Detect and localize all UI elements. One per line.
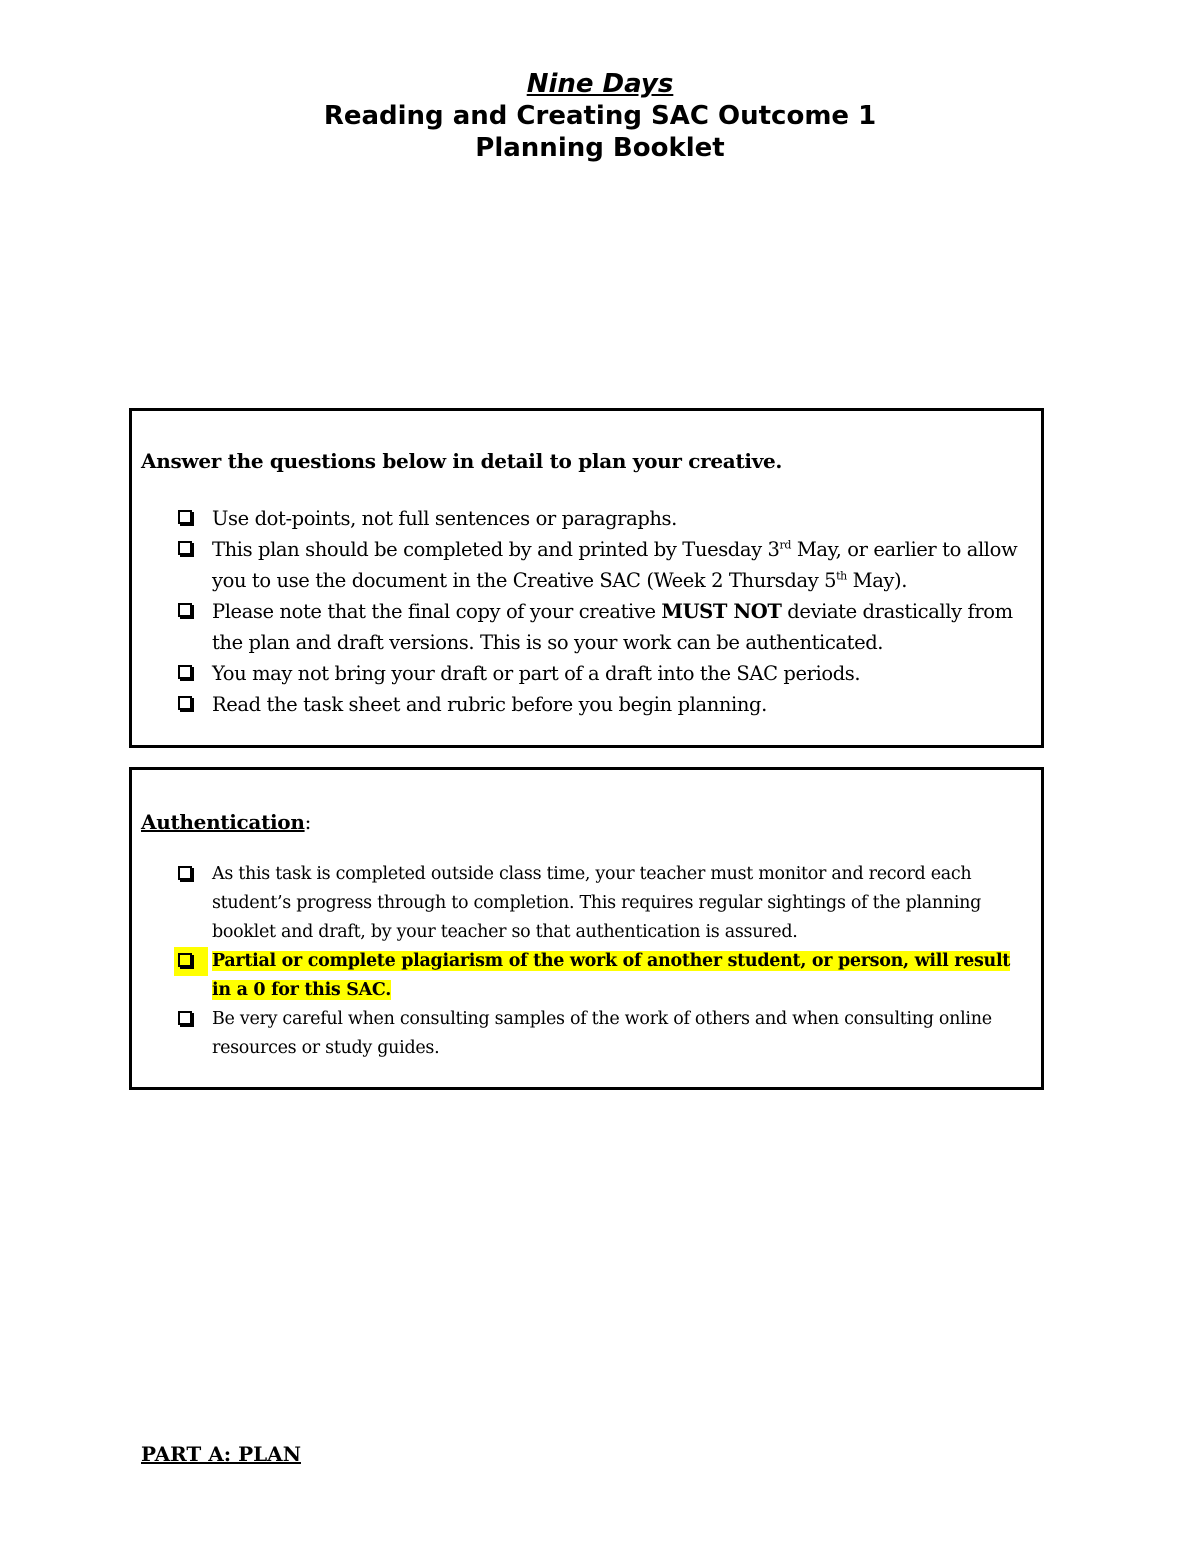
list-item bbox=[178, 689, 1031, 720]
list-item bbox=[178, 503, 1031, 534]
list-item bbox=[178, 596, 1031, 658]
list-item-text: Be very careful when consulting samples of the work of others and when consulting online resources or study guides. bbox=[212, 1009, 992, 1058]
document-subtitle-line1: Reading and Creating SAC Outcome 1 bbox=[323, 101, 877, 131]
checkbox-icon bbox=[178, 866, 192, 880]
list-item-text: Please note that the final copy of your creative MUST NOT deviate drastically from the plan and draft versions. This is so your work can be authenticated. bbox=[212, 600, 1013, 654]
checkbox-icon bbox=[178, 541, 192, 555]
list-item-text: You may not bring your draft or part of a draft into the SAC periods. bbox=[212, 662, 861, 685]
authentication-box bbox=[129, 767, 1044, 1090]
list-item bbox=[178, 1005, 1031, 1063]
checkbox-icon bbox=[178, 510, 192, 524]
list-item-text: Read the task sheet and rubric before you begin planning. bbox=[212, 693, 767, 716]
instructions-box bbox=[129, 408, 1044, 748]
authentication-heading: Authentication: bbox=[141, 810, 312, 834]
list-item-text: Use dot-points, not full sentences or paragraphs. bbox=[212, 507, 677, 530]
checkbox-icon bbox=[178, 953, 192, 967]
list-item bbox=[178, 534, 1031, 596]
checkbox-icon bbox=[178, 665, 192, 679]
checkbox-icon bbox=[178, 1011, 192, 1025]
part-a-label: PART A: PLAN bbox=[141, 1442, 301, 1466]
instructions-list bbox=[178, 503, 1031, 720]
document-title: Nine Days bbox=[526, 69, 674, 99]
list-item bbox=[178, 860, 1031, 947]
authentication-list bbox=[178, 860, 1031, 1063]
checkbox-icon bbox=[178, 696, 192, 710]
checkbox-icon bbox=[178, 603, 192, 617]
plagiarism-warning: Partial or complete plagiarism of the work of another student, or person, will result in a 0 for this SAC. bbox=[212, 951, 1011, 1000]
list-item-text: As this task is completed outside class time, your teacher must monitor and record each student’s progress through to completion. This requires regular sightings of the planning booklet and draft, by your teacher so that authentication is assured. bbox=[212, 864, 982, 942]
instructions-heading: Answer the questions below in detail to plan your creative. bbox=[141, 449, 783, 473]
list-item-text: This plan should be completed by and printed by Tuesday 3rd May, or earlier to allow you to use the document in the Creative SAC (Week 2 Thursday 5th May). bbox=[212, 538, 1018, 592]
document-subtitle-line2: Planning Booklet bbox=[475, 133, 725, 163]
list-item bbox=[178, 658, 1031, 689]
list-item-highlighted bbox=[178, 947, 1031, 1005]
document-header bbox=[0, 68, 1200, 164]
